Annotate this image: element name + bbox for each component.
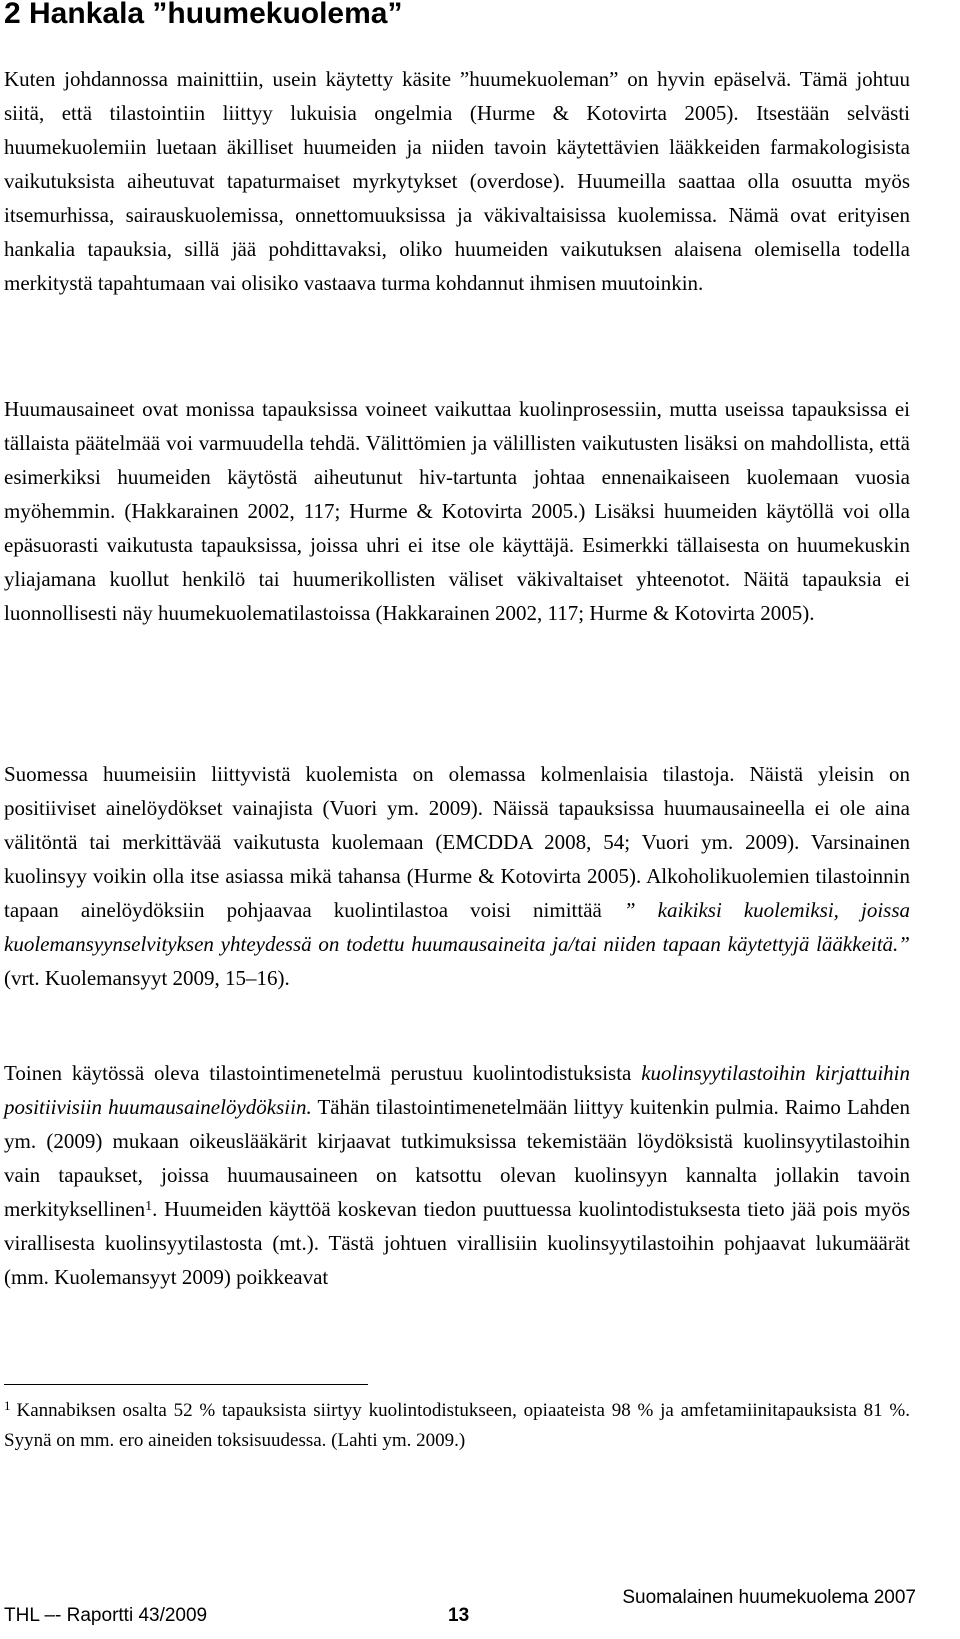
- paragraph-2: Huumausaineet ovat monissa tapauksissa voineet vaikuttaa kuolinprosessiin, mutta useissa tapauksissa ei tällaista päätelmää voi varmuudella tehdä. Välittömien ja välillisten vaikutusten lisäksi on mahdollista, että esimerkiksi huumeiden käytöstä aiheutunut hiv-tartunta johtaa ennenaikaiseen kuolemaan vuosia myöhemmin. (Hakkarainen 2002, 117; Hurme & Kotovirta 2005.) Lisäksi huumeiden käytöllä voi olla epäsuorasti vaikutusta tapauksissa, joissa uhri ei itse ole käyttäjä. Esimerkki tällaisesta on huumekuskin yliajamana kuollut henkilö tai huumerikollisten väliset väkivaltaiset yhteenotot. Näitä tapauksia ei luonnollisesti näy huumekuolematilastoissa (Hakkarainen 2002, 117; Hurme & Kotovirta 2005).: [4, 397, 910, 625]
- footnote-divider: [4, 1384, 368, 1385]
- paragraph-3-text-b: (vrt. Kuolemansyyt 2009, 15–16).: [4, 966, 290, 990]
- footnote-text: Kannabiksen osalta 52 % tapauksista siirtyy kuolintodistukseen, opiaateista 98 % ja amfetamiinitapauksista 81 %. Syynä on mm. ero aineiden toksisuudessa. (Lahti ym. 2009.): [4, 1400, 910, 1451]
- footnote-number: 1: [4, 1398, 11, 1413]
- paragraph-3-text-a: Suomessa huumeisiin liittyvistä kuolemista on olemassa kolmenlaisia tilastoja. Näistä yleisin on positiiviset ainelöydökset vainajista (Vuori ym. 2009). Näissä tapauksissa huumausaineella ei ole aina välitöntä tai merkittävää vaikutusta kuolemaan (EMCDDA 2008, 54; Vuori ym. 2009). Varsinainen kuolinsyy voikin olla itse asiassa mikä tahansa (Hurme & Kotovirta 2005). Alkoholikuolemien tilastoinnin tapaan ainelöydöksiin pohjaavaa kuolintilastoa voisi nimittää: [4, 762, 910, 922]
- footnote-reference[interactable]: 1: [145, 1199, 153, 1214]
- paragraph-4-text-a: Toinen käytössä oleva tilastointimenetelmä perustuu kuolintodistuksista: [4, 1061, 642, 1085]
- section-heading: 2 Hankala ”huumekuolema”: [4, 0, 403, 30]
- footnote: [4, 1396, 910, 1456]
- paragraph-4-italic: kuolinsyytilastoihin kirjattuihin positiivisiin huumausainelöydöksiin.: [4, 1061, 910, 1119]
- paragraph-1: Kuten johdannossa mainittiin, usein käytetty käsite ”huumekuoleman” on hyvin epäselvä. Tämä johtuu siitä, että tilastointiin liittyy lukuisia ongelmia (Hurme & Kotovirta 2005). Itsestään selvästi huumekuolemiin luetaan äkilliset huumeiden ja niiden tavoin käytettävien lääkkeiden farmakologisista vaikutuksista aiheutuvat tapaturmaiset myrkytykset (overdose). Huumeilla saattaa olla osuutta myös itsemurhissa, sairauskuolemissa, onnettomuuksissa ja väkivaltaisissa kuolemissa. Nämä ovat erityisen hankalia tapauksia, sillä jää pohdittavaksi, oliko huumeiden vaikutuksen alaisena olemisella todella merkitystä tapahtumaan vai olisiko vastaava turma kohdannut ihmisen muutoinkin.: [4, 67, 910, 295]
- paragraph-3: [4, 757, 910, 995]
- paragraph-4-text-b: Tähän tilastointimenetelmään liittyy kuitenkin pulmia. Raimo Lahden ym. (2009) mukaan oikeuslääkärit kirjaavat tutkimuksissa tekemistään löydöksistä kuolinsyytilastoihin vain tapaukset, joissa huumausaineen on katsottu olevan kuolinsyyn kannalta jollakin tavoin merkityksellinen: [4, 1095, 910, 1221]
- page-number: 13: [448, 1605, 470, 1626]
- paragraph-4: [4, 1056, 910, 1294]
- footer-publication-title: Suomalainen huumekuolema 2007: [622, 1587, 916, 1608]
- footer-report-label: THL –- Raportti 43/2009: [4, 1605, 208, 1626]
- paragraph-4-text-c: . Huumeiden käyttöä koskevan tiedon puuttuessa kuolintodistuksesta tieto jää pois myös virallisesta kuolinsyytilastosta (mt.). Tästä johtuen virallisiin kuolinsyytilastoihin pohjaavat lukumäärät (mm. Kuolemansyyt 2009) poikkeavat: [4, 1197, 910, 1289]
- paragraph-3-quote: ” kaikiksi kuolemiksi, joissa kuolemansyynselvityksen yhteydessä on todettu huumausaineita ja/tai niiden tapaan käytettyjä lääkkeitä.”: [4, 898, 910, 956]
